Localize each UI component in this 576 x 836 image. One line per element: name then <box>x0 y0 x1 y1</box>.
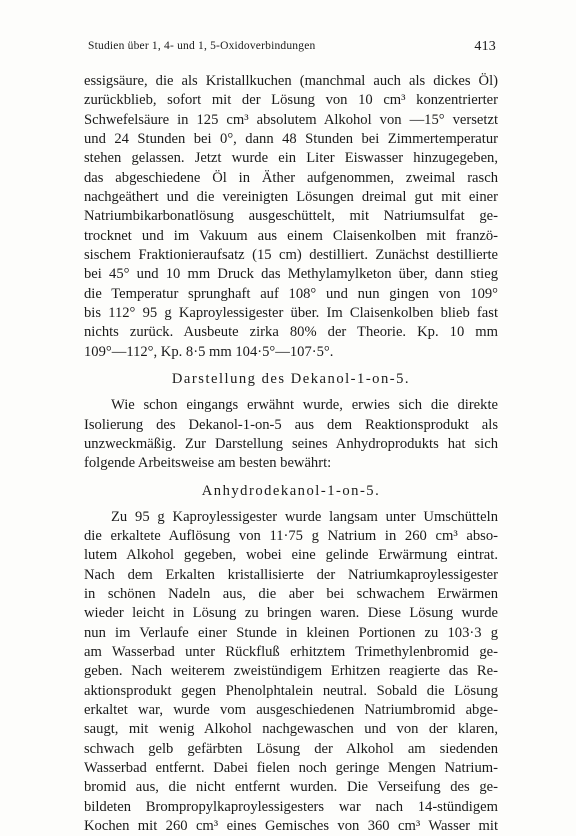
text-line: Nach dem Erkalten kristallisierte der Natriumkaproylessigester <box>84 566 498 583</box>
text-line: wieder leicht in Lösung zu bringen waren. Diese Lösung wurde <box>84 605 498 622</box>
text-line: Wie schon eingangs erwähnt wurde, erwies sich die direkte <box>111 397 498 414</box>
text-line: unzweckmäßig. Zur Darstellung seines Anhydroprodukts hat sich <box>84 435 498 452</box>
text-line: trocknet und im Vakuum aus einem Claisenkolben mit franzö- <box>84 227 498 244</box>
text-line: bildeten Brompropylkaproylessigesters war nach 14-stündigem <box>84 798 498 815</box>
text-line: nachgeäthert und die vereinigten Lösungen dreimal gut mit einer <box>84 189 498 206</box>
body-text <box>84 72 498 836</box>
paragraph-1 <box>84 72 498 362</box>
text-line: erkaltet war, wurde vom ausgeschiedenen Natriumbromid abge- <box>84 701 498 718</box>
text-line: Isolierung des Dekanol-1-on-5 aus dem Reaktionsprodukt als <box>84 416 498 433</box>
running-title: Studien über 1, 4- und 1, 5-Oxidoverbindungen <box>88 40 316 52</box>
text-line: bis 112° 95 g Kaproylessigester über. Im Claisenkolben blieb fast <box>84 305 498 322</box>
text-line: die erkaltete Auflösung von 11·75 g Natrium in 260 cm³ abso- <box>84 527 498 544</box>
text-line: nun im Verlaufe einer Stunde in kleinen Portionen zu 103·3 g <box>84 624 498 641</box>
text-line: am Wasserbad unter Rückfluß erhitztem Trimethylenbromid ge- <box>84 643 498 660</box>
text-line: Schwefelsäure in 125 cm³ absolutem Alkohol von —15° versetzt <box>84 111 498 128</box>
text-line: 109°—112°, Kp. 8·5 mm 104·5°—107·5°. <box>84 343 334 360</box>
text-line: nichts zurück. Ausbeute zirka 80% der Theorie. Kp. 10 mm <box>84 324 498 341</box>
text-line: sischem Fraktionieraufsatz (15 cm) destilliert. Zunächst destillierte <box>84 247 498 264</box>
section-heading: Anhydrodekanol-1-on-5. <box>201 482 381 499</box>
text-line: Natriumbikarbonatlösung ausgeschüttelt, mit Natriumsulfat ge- <box>84 208 498 225</box>
text-line: die Temperatur sprunghaft auf 108° und nun gingen von 109° <box>84 285 498 302</box>
text-line: zurückblieb, sofort mit der Lösung von 10 cm³ konzentrierter <box>84 92 498 109</box>
text-line: bei 45° und 10 mm Druck das Methylamylketon über, dann stieg <box>84 266 498 283</box>
text-line: Wasserbad entfernt. Dabei fielen noch geringe Mengen Natrium- <box>84 760 498 776</box>
text-line: stehen gelassen. Jetzt wurde ein Liter Eiswasser hinzugegeben, <box>84 150 498 167</box>
text-line: saugt, mit wenig Alkohol nachgewaschen und von der klaren, <box>84 721 498 738</box>
paragraph-3 <box>84 508 498 836</box>
text-line: in schönen Nadeln aus, die aber bei schwachem Erwärmen <box>84 585 498 602</box>
text-line: aktionsprodukt gegen Phenolphtalein neutral. Sobald die Lösung <box>84 682 498 699</box>
text-line: und 24 Stunden bei 0°, dann 48 Stunden bei Zimmertemperatur <box>84 131 498 148</box>
text-line: Kochen mit 260 cm³ eines Gemisches von 360 cm³ Wasser mit <box>84 818 498 835</box>
text-line: das abgeschiedene Öl in Äther aufgenommen, zweimal rasch <box>84 169 498 186</box>
text-line: bromid aus, die nicht entfernt wurden. Die Verseifung des ge- <box>84 779 498 796</box>
text-line: Zu 95 g Kaproylessigester wurde langsam unter Umschütteln <box>111 508 498 525</box>
section-heading: Darstellung des Dekanol-1-on-5. <box>171 371 411 388</box>
text-line: folgende Arbeitsweise am besten bewährt: <box>84 455 332 472</box>
paragraph-2 <box>84 396 498 473</box>
text-line: schwach gelb gefärbten Lösung der Alkohol am siedenden <box>84 740 498 757</box>
text-line: essigsäure, die als Kristallkuchen (manchmal auch als dickes Öl) <box>84 73 498 89</box>
page-number: 413 <box>474 39 496 54</box>
text-line: lutem Alkohol gegeben, wobei eine gelinde Erwärmung eintrat. <box>84 547 498 564</box>
text-line: geben. Nach weiterem zweistündigem Erhitzen reagierte das Re- <box>84 663 498 680</box>
